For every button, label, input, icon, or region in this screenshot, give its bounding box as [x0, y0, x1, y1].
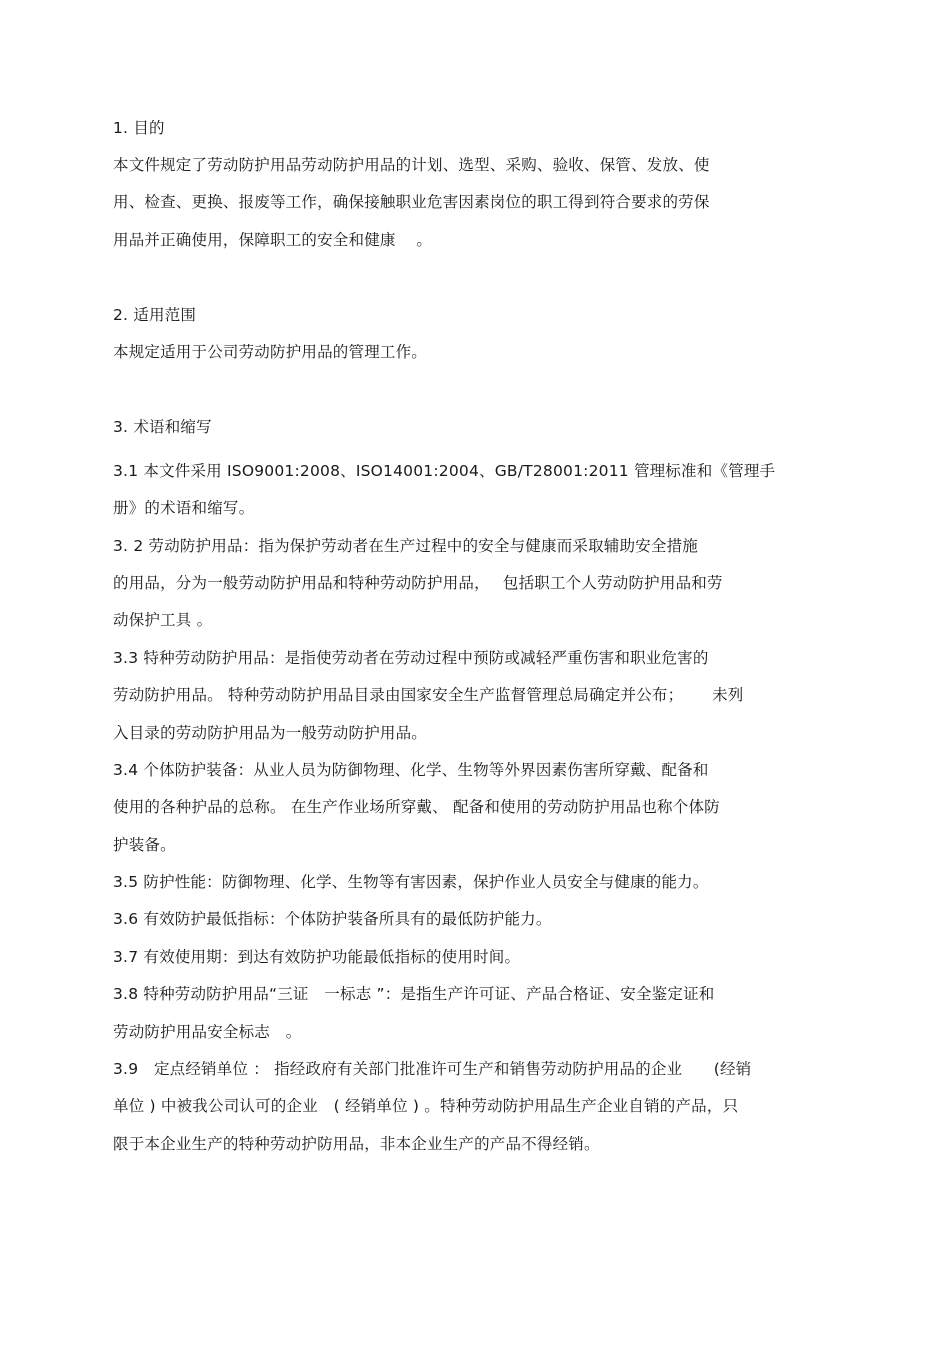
section-1-heading: 1. 目的: [113, 119, 165, 137]
paragraph-line: 劳动防护用品。 特种劳动防护用品目录由国家安全生产监督管理总局确定并公布； 未列: [113, 686, 744, 704]
paragraph-line: 3. 2 劳动防护用品：指为保护劳动者在生产过程中的安全与健康而采取辅助安全措施: [113, 537, 699, 555]
paragraph-line: 本规定适用于公司劳动防护用品的管理工作。: [113, 343, 428, 361]
paragraph-line: 3.5 防护性能：防御物理、化学、生物等有害因素，保护作业人员安全与健康的能力。: [113, 873, 709, 891]
paragraph-line: 3.6 有效防护最低指标：个体防护装备所具有的最低防护能力。: [113, 910, 552, 928]
paragraph-line: 使用的各种护品的总称。 在生产作业场所穿戴、 配备和使用的劳动防护用品也称个体防: [113, 798, 720, 816]
paragraph-line: 用品并正确使用，保障职工的安全和健康 。: [113, 231, 433, 249]
paragraph-line: 3.8 特种劳动防护用品“三证 一标志 ”：是指生产许可证、产品合格证、安全鉴定证和: [113, 985, 715, 1003]
paragraph-line: 3.9 定点经销单位 ： 指经政府有关部门批准许可生产和销售劳动防护用品的企业 (经销: [113, 1060, 752, 1078]
paragraph-line: 册》的术语和缩写。: [113, 499, 255, 517]
paragraph-line: 3.4 个体防护装备：从业人员为防御物理、化学、生物等外界因素伤害所穿戴、配备和: [113, 761, 709, 779]
paragraph-line: 3.3 特种劳动防护用品：是指使劳动者在劳动过程中预防或减轻严重伤害和职业危害的: [113, 649, 709, 667]
paragraph-line: 3.1 本文件采用 ISO9001:2008、ISO14001:2004、GB/T28001:2011 管理标准和《管理手: [113, 462, 776, 480]
paragraph-line: 动保护工具 。: [113, 611, 213, 629]
paragraph-line: 的用品，分为一般劳动防护用品和特种劳动防护用品， 包括职工个人劳动防护用品和劳: [113, 574, 723, 592]
section-2-heading: 2. 适用范围: [113, 306, 197, 324]
paragraph-line: 入目录的劳动防护用品为一般劳动防护用品。: [113, 724, 428, 742]
paragraph-line: 本文件规定了劳动防护用品劳动防护用品的计划、选型、采购、验收、保管、发放、使: [113, 156, 710, 174]
paragraph-line: 劳动防护用品安全标志 。: [113, 1023, 302, 1041]
paragraph-line: 单位 ) 中被我公司认可的企业 ( 经销单位 ) 。特种劳动防护用品生产企业自销的产品，只: [113, 1097, 739, 1115]
paragraph-line: 限于本企业生产的特种劳动护防用品，非本企业生产的产品不得经销。: [113, 1135, 600, 1153]
paragraph-line: 护装备。: [113, 836, 176, 854]
paragraph-line: 3.7 有效使用期：到达有效防护功能最低指标的使用时间。: [113, 948, 521, 966]
paragraph-line: 用、检查、更换、报废等工作，确保接触职业危害因素岗位的职工得到符合要求的劳保: [113, 193, 710, 211]
section-3-heading: 3. 术语和缩写: [113, 418, 212, 436]
